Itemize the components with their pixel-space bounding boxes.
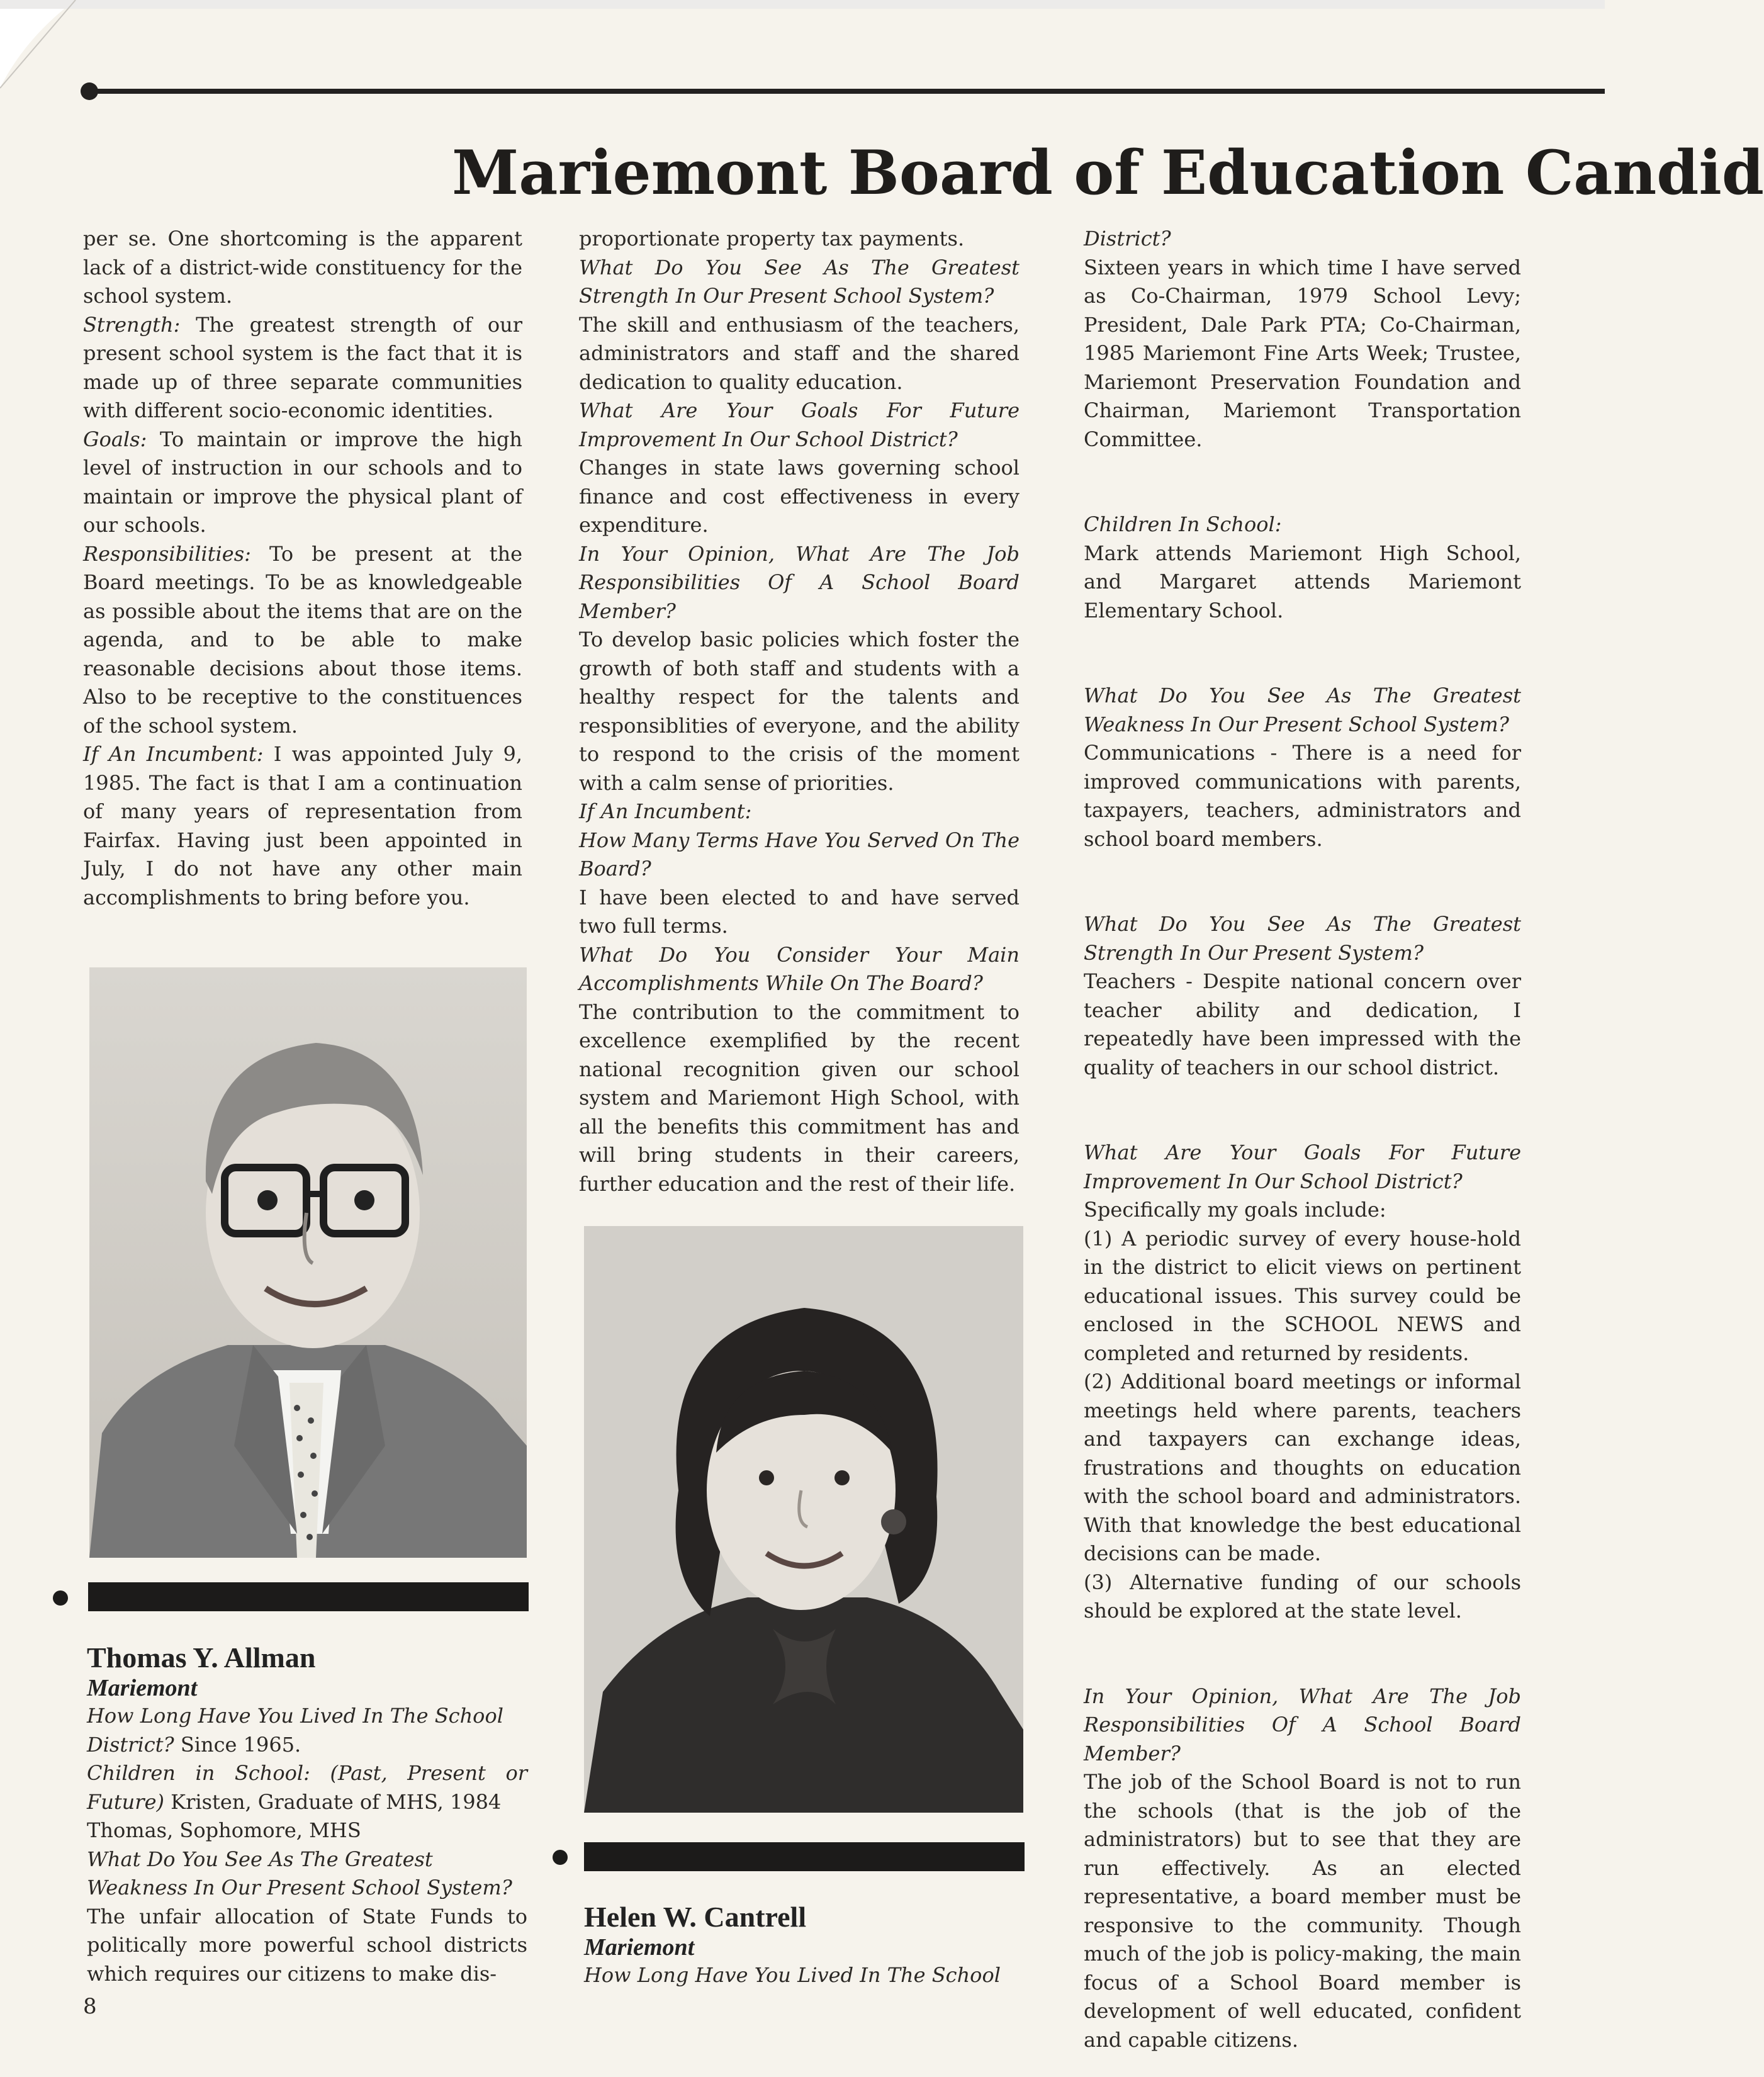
spacer [1084, 853, 1521, 910]
cantrell-bullet [553, 1850, 568, 1865]
col3-resp-question: In Your Opinion, What Are The Job Responsibilities Of A School Board Member? [1084, 1684, 1521, 1765]
col2-goals-question: What Are Your Goals For Future Improvement In Our School District? [579, 398, 1020, 451]
col3-weakness-question: What Do You See As The Greatest Weakness In Our Present School System? [1084, 684, 1521, 736]
cantrell-lived-question: How Long Have You Lived In The School [584, 1963, 1001, 1987]
col3-goal-1: (1) A periodic survey of every house-hold in the district to elicit views on pertinent educational issues. This survey could be enclosed in the SCHOOL NEWS and completed and returned by residents. [1084, 1226, 1521, 1365]
col3-strength-question: What Do You See As The Greatest Strength In Our Present System? [1084, 912, 1521, 965]
spacer [1084, 1082, 1521, 1139]
spacer [1084, 454, 1521, 510]
cantrell-name-band [584, 1842, 1025, 1871]
page-number: 8 [83, 1994, 97, 2019]
col1-strength: Strength: The greatest strength of our present school system is the fact that it is made up of three separate communities with different socio-economic identities. [83, 312, 522, 422]
col2-resp-answer: To develop basic policies which foster the growth of both staff and students with a healthy respect for the talents and responsiblities of everyone, and the ability to respond to the crisis of the moment with a calm sense of priorities. [579, 628, 1020, 795]
col1-goals: Goals: To maintain or improve the high level of instruction in our schools and to maintain or improve the physical plant of our schools. [83, 427, 522, 537]
col3-district-answer: Sixteen years in which time I have served as Co-Chairman, 1979 School Levy; President, Dale Park PTA; Co-Chairman, 1985 Mariemont Fine Arts Week; Trustee, Mariemont Preservation Foundation and Chairman, Mariemont Transportation Committee. [1084, 255, 1521, 451]
cantrell-bio [584, 1901, 1025, 1990]
column-2-text [579, 225, 1020, 1198]
col3-goals-question: What Are Your Goals For Future Improvement In Our School District? [1084, 1140, 1521, 1193]
cantrell-portrait-photo [584, 1226, 1023, 1813]
col2-strength-question: What Do You See As The Greatest Strength In Our Present School System? [579, 255, 1020, 308]
page-headline: Mariemont Board of Education Candid [452, 137, 1764, 208]
col3-goals-intro: Specifically my goals include: [1084, 1198, 1386, 1222]
col3-strength-answer: Teachers - Despite national concern over teacher ability and dedication, I repeatedly have been impressed with the quality of teachers in our school district. [1084, 969, 1521, 1079]
col2-terms-question: How Many Terms Have You Served On The Board? [579, 828, 1020, 881]
col3-goal-3: (3) Alternative funding of our schools should be explored at the state level. [1084, 1570, 1521, 1623]
allman-town: Mariemont [87, 1675, 198, 1701]
allman-portrait-photo [89, 967, 527, 1558]
spacer [1084, 625, 1521, 682]
allman-weakness-answer: The unfair allocation of State Funds to politically more powerful school districts which requires our citizens to make dis- [87, 1904, 527, 1986]
col2-intro: proportionate property tax payments. [579, 227, 965, 250]
col3-weakness-answer: Communications - There is a need for improved communications with parents, taxpayers, teachers, administrators and school board members. [1084, 741, 1521, 851]
col3-children-question: Children In School: [1084, 512, 1282, 536]
col2-goals-answer: Changes in state laws governing school finance and cost effectiveness in every expenditure. [579, 456, 1020, 537]
col1-intro: per se. One shortcoming is the apparent lack of a district-wide constituency for the school system. [83, 227, 522, 308]
header-rule [88, 89, 1605, 94]
col3-goal-2: (2) Additional board meetings or informal meetings held where parents, teachers and taxpayers can exchange ideas, frustrations and thoughts on education with the school board and administrators. With that knowledge the best educational decisions can be made. [1084, 1370, 1521, 1565]
col2-accomp-answer: The contribution to the commitment to excellence exemplified by the recent national recognition given our school system and Mariemont High School, with all the benefits this commitment has and will bring students in their careers, further education and the rest of their life. [579, 999, 1020, 1196]
spacer [1084, 1626, 1521, 1682]
allman-name-band [88, 1582, 529, 1611]
col3-children-answer: Mark attends Mariemont High School, and Margaret attends Mariemont Elementary School. [1084, 541, 1521, 622]
allman-children: Children in School: (Past, Present or Future) Kristen, Graduate of MHS, 1984 [87, 1761, 527, 1814]
col2-terms-answer: I have been elected to and have served two full terms. [579, 885, 1020, 938]
allman-weakness-question: What Do You See As The Greatest Weakness In Our Present School System? [87, 1847, 512, 1900]
cantrell-town: Mariemont [584, 1934, 695, 1961]
allman-bio [87, 1641, 527, 1988]
col2-strength-answer: The skill and enthusiasm of the teachers, administrators and staff and the shared dedication to quality education. [579, 312, 1020, 394]
allman-children-2: Thomas, Sophomore, MHS [87, 1818, 361, 1842]
column-3-text [1084, 225, 1521, 2054]
col3-resp-answer: The job of the School Board is not to run the schools (that is the job of the administrators) but to see that they are run effectively. As an elected representative, a board member must be responsive to the community. Though much of the job is policy-making, the main focus of a School Board member is development of well educated, confident and capable citizens. [1084, 1770, 1521, 2052]
col2-resp-question: In Your Opinion, What Are The Job Responsibilities Of A School Board Member? [579, 541, 1020, 623]
col1-incumbent: If An Incumbent: I was appointed July 9, 1985. The fact is that I am a continuation of many years of representation from Fairfax. Having just been appointed in July, I do not have any other main accomplishments to bring before you. [83, 742, 522, 909]
column-1-text [83, 225, 522, 912]
man-portrait-illustration [89, 967, 527, 1558]
col2-accomp-question: What Do You Consider Your Main Accomplishments While On The Board? [579, 942, 1020, 995]
col1-responsibilities: Responsibilities: To be present at the Board meetings. To be as knowledgeable as possible about the items that are on the agenda, and to be able to make reasonable decisions about those items. Also to be receptive to the constituences of the school system. [83, 541, 522, 738]
col3-district-question: District? [1084, 227, 1171, 250]
allman-name: Thomas Y. Allman [87, 1641, 316, 1674]
allman-bullet [53, 1590, 68, 1606]
cantrell-name: Helen W. Cantrell [584, 1901, 807, 1933]
woman-portrait-illustration [584, 1226, 1023, 1813]
allman-lived: How Long Have You Lived In The School District? Since 1965. [87, 1704, 503, 1757]
col2-incumbent-label: If An Incumbent: [579, 799, 752, 823]
